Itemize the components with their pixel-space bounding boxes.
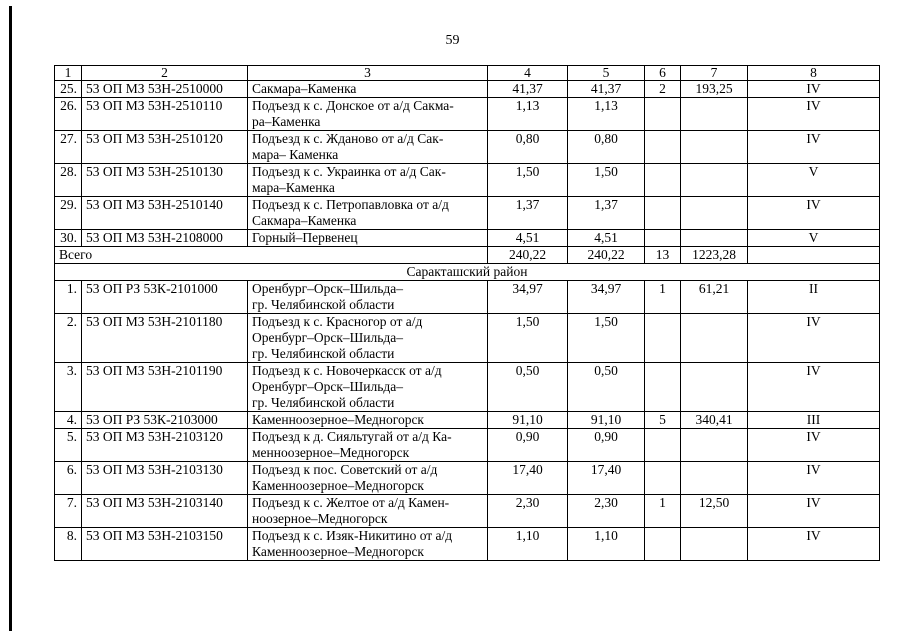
road-code: 53 ОП МЗ 53Н-2103120	[82, 429, 248, 462]
bridges-count	[645, 363, 681, 412]
bridges-count	[645, 462, 681, 495]
bridges-length	[681, 314, 748, 363]
length-hard: 0,80	[568, 131, 645, 164]
total-length-hard: 240,22	[568, 247, 645, 264]
length-hard: 1,37	[568, 197, 645, 230]
length-total: 1,37	[488, 197, 568, 230]
bridges-length	[681, 429, 748, 462]
road-code: 53 ОП МЗ 53Н-2510110	[82, 98, 248, 131]
length-hard: 1,13	[568, 98, 645, 131]
road-name: Подъезд к с. Красногор от а/д Оренбург–Орск–Шильда– гр. Челябинской области	[248, 314, 488, 363]
bridges-length	[681, 462, 748, 495]
total-bridges-length: 1223,28	[681, 247, 748, 264]
section-row	[55, 264, 880, 281]
length-total: 1,10	[488, 528, 568, 561]
left-margin-bar	[9, 6, 12, 631]
road-code: 53 ОП МЗ 53Н-2510130	[82, 164, 248, 197]
road-code: 53 ОП МЗ 53Н-2103140	[82, 495, 248, 528]
road-category: IV	[748, 81, 880, 98]
bridges-count	[645, 98, 681, 131]
table-row	[55, 528, 880, 561]
row-number: 5.	[55, 429, 82, 462]
table-body	[55, 66, 880, 561]
total-label: Всего	[55, 247, 488, 264]
column-header: 6	[645, 66, 681, 81]
length-hard: 91,10	[568, 412, 645, 429]
road-name: Подъезд к с. Желтое от а/д Камен- ноозерное–Медногорск	[248, 495, 488, 528]
table-row	[55, 98, 880, 131]
length-total: 0,90	[488, 429, 568, 462]
road-category: III	[748, 412, 880, 429]
road-code: 53 ОП МЗ 53Н-2510120	[82, 131, 248, 164]
road-code: 53 ОП РЗ 53К-2101000	[82, 281, 248, 314]
length-hard: 1,10	[568, 528, 645, 561]
road-category: IV	[748, 314, 880, 363]
row-number: 30.	[55, 230, 82, 247]
road-name: Подъезд к с. Петропавловка от а/д Сакмара–Каменка	[248, 197, 488, 230]
column-header: 8	[748, 66, 880, 81]
length-hard: 2,30	[568, 495, 645, 528]
road-name: Подъезд к с. Новочеркасск от а/д Оренбург–Орск–Шильда– гр. Челябинской области	[248, 363, 488, 412]
bridges-length: 193,25	[681, 81, 748, 98]
bridges-count	[645, 230, 681, 247]
length-total: 17,40	[488, 462, 568, 495]
row-number: 25.	[55, 81, 82, 98]
road-category: V	[748, 230, 880, 247]
column-header: 3	[248, 66, 488, 81]
bridges-length	[681, 528, 748, 561]
table-row	[55, 164, 880, 197]
table-row	[55, 131, 880, 164]
road-code: 53 ОП РЗ 53К-2103000	[82, 412, 248, 429]
bridges-count: 2	[645, 81, 681, 98]
bridges-count: 1	[645, 281, 681, 314]
length-total: 41,37	[488, 81, 568, 98]
bridges-length: 61,21	[681, 281, 748, 314]
header-row	[55, 66, 880, 81]
bridges-length	[681, 363, 748, 412]
bridges-length	[681, 131, 748, 164]
length-total: 0,50	[488, 363, 568, 412]
road-category: II	[748, 281, 880, 314]
length-total: 4,51	[488, 230, 568, 247]
total-length: 240,22	[488, 247, 568, 264]
bridges-count	[645, 314, 681, 363]
table-row	[55, 281, 880, 314]
road-category: IV	[748, 528, 880, 561]
length-hard: 34,97	[568, 281, 645, 314]
row-number: 28.	[55, 164, 82, 197]
column-header: 1	[55, 66, 82, 81]
roads-table	[54, 65, 880, 561]
length-hard: 0,90	[568, 429, 645, 462]
row-number: 1.	[55, 281, 82, 314]
table-row	[55, 230, 880, 247]
column-header: 2	[82, 66, 248, 81]
road-category: IV	[748, 197, 880, 230]
road-name: Подъезд к с. Жданово от а/д Сак- мара– Каменка	[248, 131, 488, 164]
bridges-count: 5	[645, 412, 681, 429]
bridges-count: 1	[645, 495, 681, 528]
row-number: 3.	[55, 363, 82, 412]
bridges-length	[681, 197, 748, 230]
length-hard: 4,51	[568, 230, 645, 247]
row-number: 26.	[55, 98, 82, 131]
table-row	[55, 314, 880, 363]
road-name: Каменноозерное–Медногорск	[248, 412, 488, 429]
bridges-length: 12,50	[681, 495, 748, 528]
column-header: 4	[488, 66, 568, 81]
bridges-count	[645, 164, 681, 197]
length-hard: 17,40	[568, 462, 645, 495]
length-total: 34,97	[488, 281, 568, 314]
length-total: 1,50	[488, 164, 568, 197]
page-number: 59	[445, 33, 460, 48]
bridges-length	[681, 230, 748, 247]
road-name: Подъезд к пос. Советский от а/д Каменноозерное–Медногорск	[248, 462, 488, 495]
road-category: IV	[748, 495, 880, 528]
bridges-length	[681, 98, 748, 131]
total-row	[55, 247, 880, 264]
road-code: 53 ОП МЗ 53Н-2510000	[82, 81, 248, 98]
table-row	[55, 197, 880, 230]
road-code: 53 ОП МЗ 53Н-2101190	[82, 363, 248, 412]
length-hard: 1,50	[568, 314, 645, 363]
bridges-count	[645, 429, 681, 462]
road-category: IV	[748, 363, 880, 412]
length-total: 91,10	[488, 412, 568, 429]
column-header: 7	[681, 66, 748, 81]
road-code: 53 ОП МЗ 53Н-2103130	[82, 462, 248, 495]
table-row	[55, 363, 880, 412]
road-name: Подъезд к с. Донское от а/д Сакма- ра–Каменка	[248, 98, 488, 131]
row-number: 7.	[55, 495, 82, 528]
row-number: 27.	[55, 131, 82, 164]
total-category	[748, 247, 880, 264]
row-number: 4.	[55, 412, 82, 429]
road-category: IV	[748, 462, 880, 495]
road-category: IV	[748, 131, 880, 164]
length-total: 1,50	[488, 314, 568, 363]
section-title: Саракташский район	[55, 264, 880, 281]
road-category: IV	[748, 429, 880, 462]
length-total: 2,30	[488, 495, 568, 528]
column-header: 5	[568, 66, 645, 81]
bridges-length	[681, 164, 748, 197]
table-row	[55, 495, 880, 528]
road-name: Подъезд к с. Украинка от а/д Сак- мара–Каменка	[248, 164, 488, 197]
road-code: 53 ОП МЗ 53Н-2101180	[82, 314, 248, 363]
road-code: 53 ОП МЗ 53Н-2103150	[82, 528, 248, 561]
length-hard: 0,50	[568, 363, 645, 412]
row-number: 8.	[55, 528, 82, 561]
length-hard: 1,50	[568, 164, 645, 197]
row-number: 2.	[55, 314, 82, 363]
table-row	[55, 429, 880, 462]
length-total: 1,13	[488, 98, 568, 131]
road-code: 53 ОП МЗ 53Н-2108000	[82, 230, 248, 247]
row-number: 29.	[55, 197, 82, 230]
bridges-count	[645, 197, 681, 230]
road-category: IV	[748, 98, 880, 131]
road-name: Оренбург–Орск–Шильда– гр. Челябинской области	[248, 281, 488, 314]
bridges-length: 340,41	[681, 412, 748, 429]
bridges-count	[645, 528, 681, 561]
length-total: 0,80	[488, 131, 568, 164]
bridges-count	[645, 131, 681, 164]
road-name: Подъезд к д. Сияльтугай от а/д Ка- менноозерное–Медногорск	[248, 429, 488, 462]
length-hard: 41,37	[568, 81, 645, 98]
road-name: Горный–Первенец	[248, 230, 488, 247]
road-name: Подъезд к с. Изяк-Никитино от а/д Каменноозерное–Медногорск	[248, 528, 488, 561]
road-code: 53 ОП МЗ 53Н-2510140	[82, 197, 248, 230]
table-row	[55, 462, 880, 495]
table-row	[55, 81, 880, 98]
row-number: 6.	[55, 462, 82, 495]
total-bridges-count: 13	[645, 247, 681, 264]
road-category: V	[748, 164, 880, 197]
table-row	[55, 412, 880, 429]
road-name: Сакмара–Каменка	[248, 81, 488, 98]
